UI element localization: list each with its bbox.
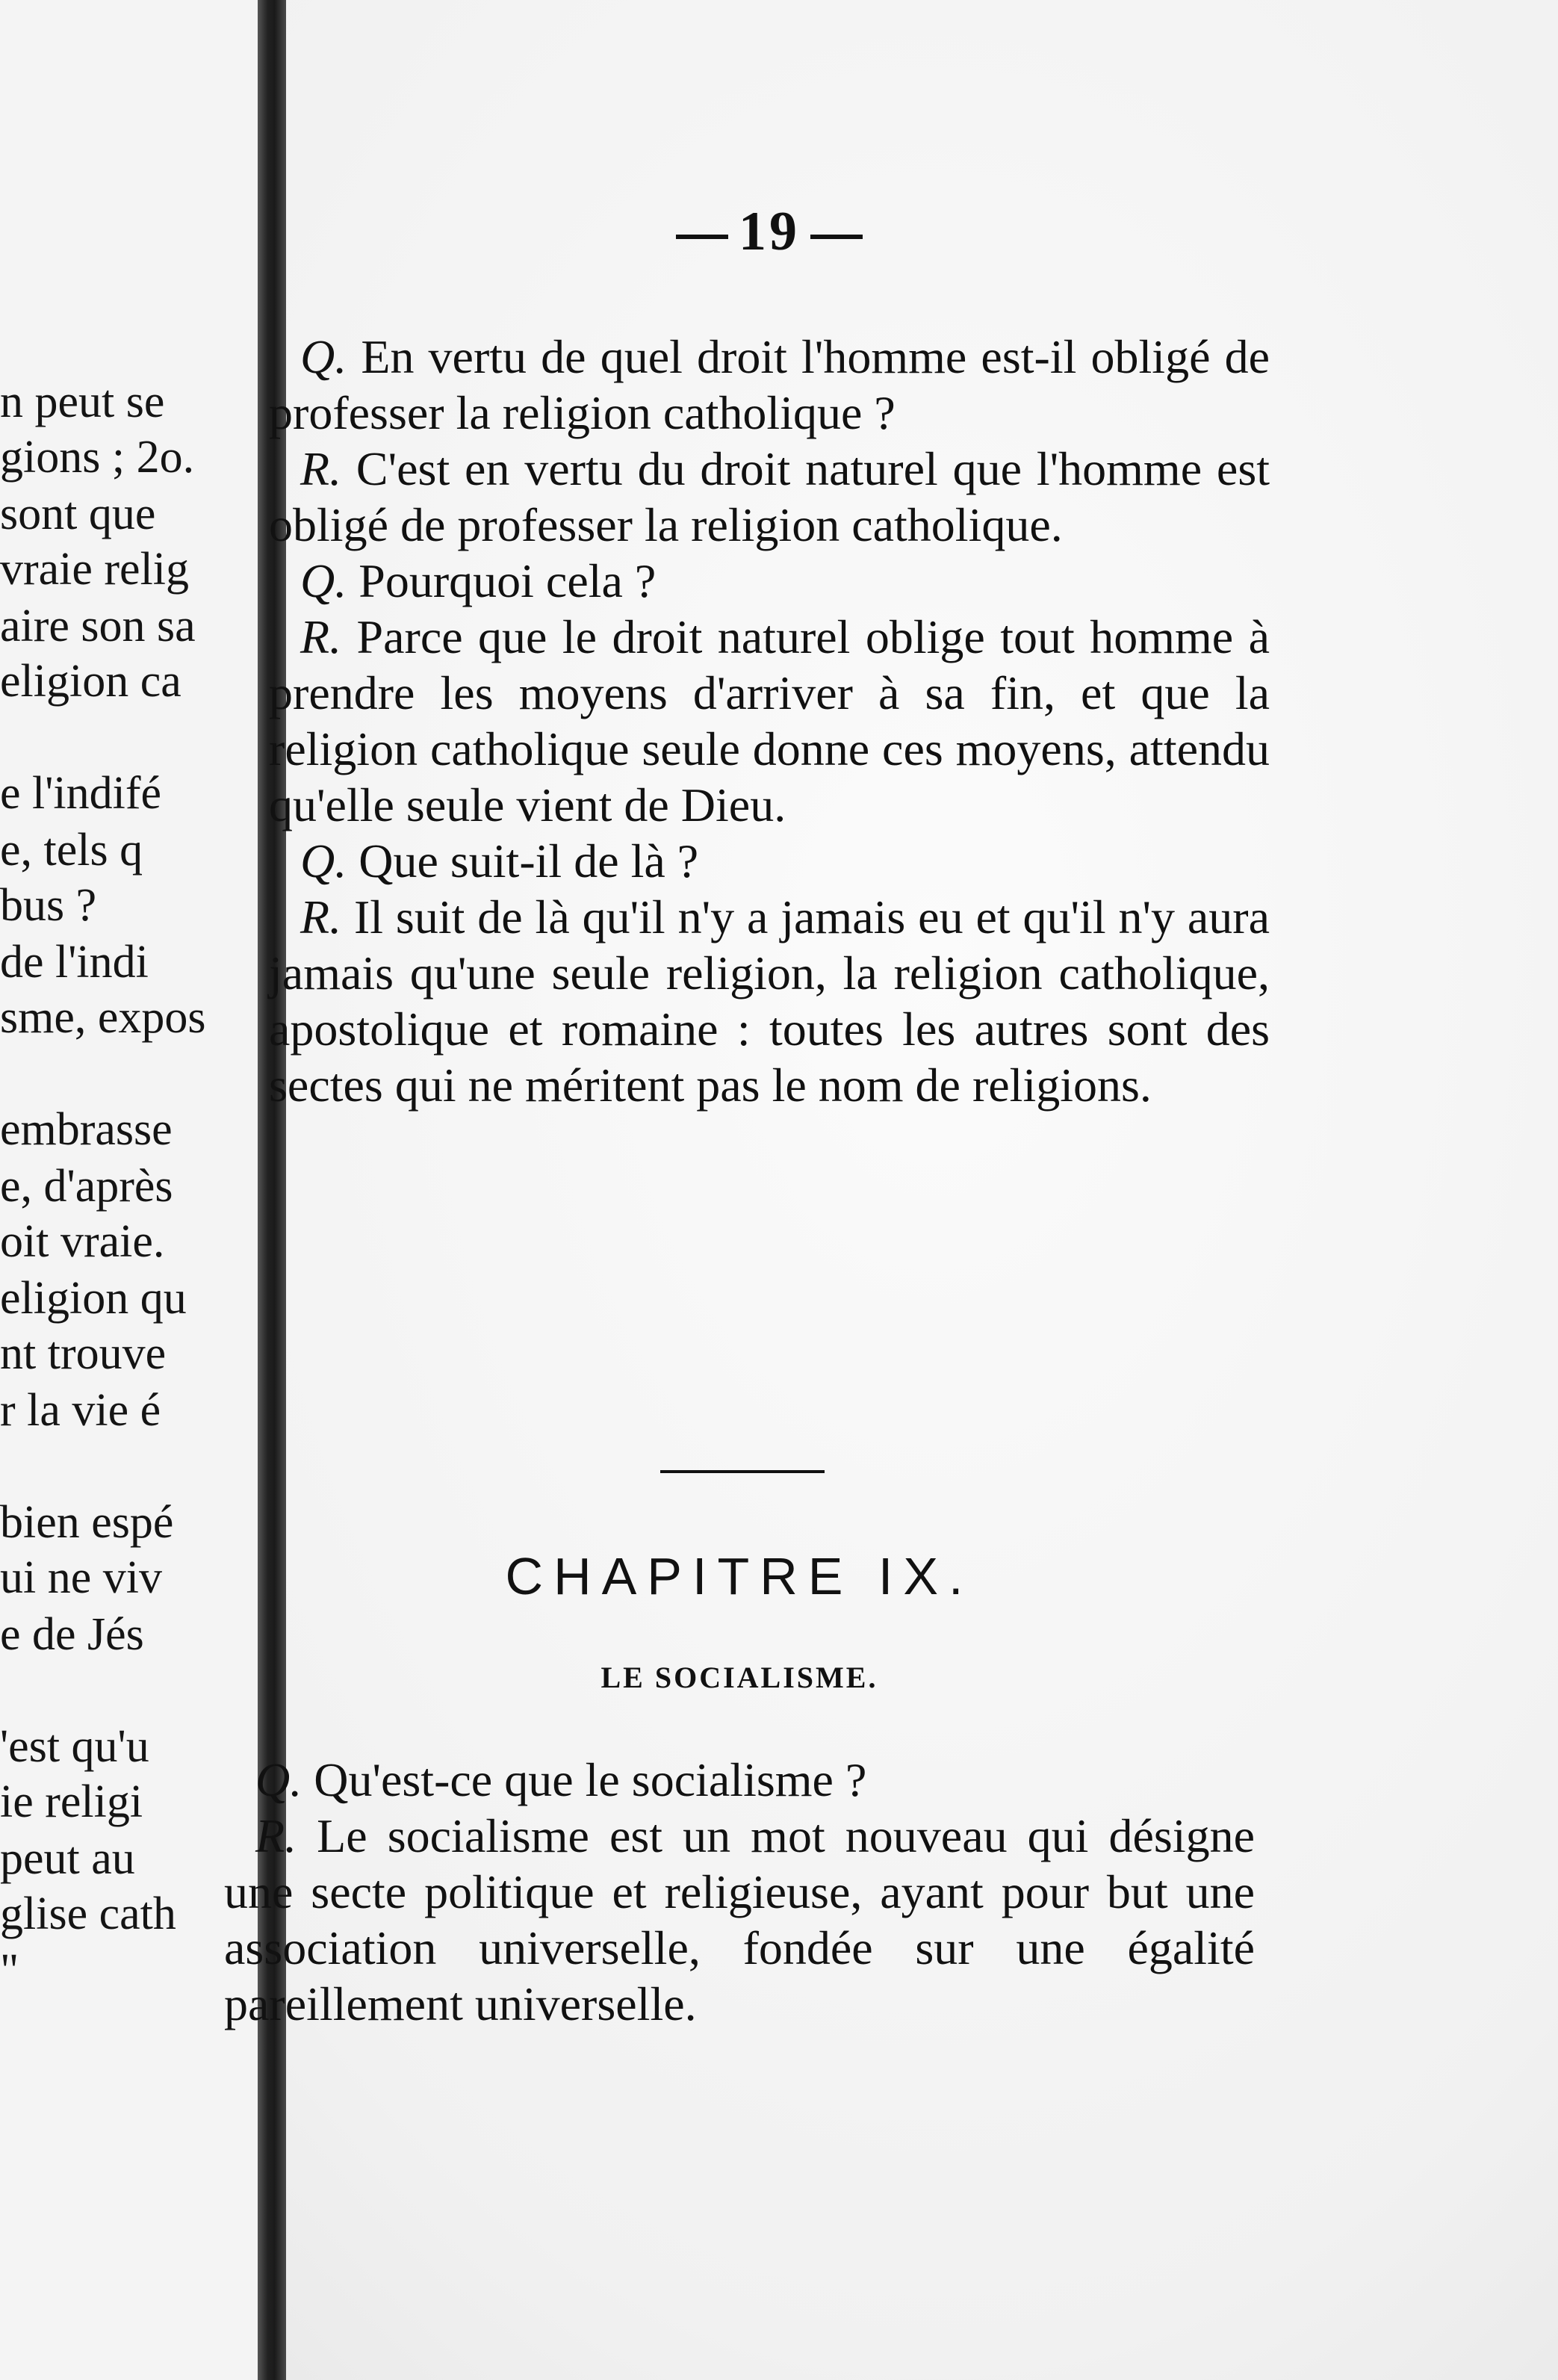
- paragraph-text: En vertu de quel droit l'homme est-il obligé de professer la religion catholique ?: [269, 330, 1270, 439]
- left-page-line: r la vie é: [0, 1385, 161, 1436]
- paragraph-text: Qu'est-ce que le socialisme ?: [314, 1753, 867, 1806]
- left-page-line: eligion qu: [0, 1273, 187, 1324]
- answer-paragraph: [269, 889, 1270, 1113]
- left-page-line: sont que: [0, 489, 156, 539]
- paragraph-text: Il suit de là qu'il n'y a jamais eu et qu'il n'y aura jamais qu'une seule religion, la religion catholique, apostolique et romaine : toutes les autres sont des sectes qui ne méritent pas le nom de religions.: [269, 890, 1270, 1112]
- left-page-line: sme, expos: [0, 992, 206, 1043]
- answer-paragraph: [224, 1808, 1255, 2032]
- paragraph-label: Q.: [300, 834, 347, 887]
- qa-section-2: [224, 1752, 1255, 2032]
- paragraph-label: Q.: [255, 1753, 302, 1806]
- left-page-line: gions ; 2o.: [0, 432, 195, 483]
- paragraph-text: Parce que le droit naturel oblige tout homme à prendre les moyens d'arriver à sa fin, et que la religion catholique seule donne ces moyens, attendu qu'elle seule vient de Dieu.: [269, 610, 1270, 831]
- question-paragraph: [224, 1752, 1255, 1808]
- paragraph-text: Pourquoi cela ?: [359, 554, 657, 607]
- paragraph-text: C'est en vertu du droit naturel que l'homme est obligé de professer la religion catholique.: [269, 442, 1270, 551]
- left-page-line: nt trouve: [0, 1328, 167, 1379]
- left-page-line: e l'indifé: [0, 768, 162, 819]
- left-page-line: bien espé: [0, 1497, 174, 1548]
- paragraph-text: Que suit-il de là ?: [359, 834, 699, 887]
- answer-paragraph: [269, 441, 1270, 553]
- left-page-line: e de Jés: [0, 1609, 144, 1660]
- left-page-line: peut au: [0, 1833, 135, 1884]
- chapter-subtitle: LE SOCIALISME.: [600, 1661, 878, 1694]
- paragraph-text: Le socialisme est un mot nouveau qui désigne une secte politique et religieuse, ayant pour but une association universelle, fondée sur une égalité pareillement universelle.: [224, 1809, 1255, 2030]
- paragraph-label: R.: [300, 442, 342, 495]
- answer-paragraph: [269, 609, 1270, 833]
- left-page-line: e, tels q: [0, 825, 143, 876]
- page-number: 19: [642, 200, 896, 264]
- question-paragraph: [269, 833, 1270, 889]
- paragraph-label: R.: [255, 1809, 297, 1862]
- left-page-line: bus ?: [0, 880, 97, 931]
- left-page-line: ui ne viv: [0, 1552, 162, 1603]
- paragraph-label: Q.: [300, 330, 347, 383]
- left-page-line: vraie relig: [0, 544, 190, 595]
- left-page-line: n peut se: [0, 376, 165, 427]
- left-page-line: eligion ca: [0, 656, 181, 707]
- paragraph-label: R.: [300, 610, 342, 663]
- paragraph-label: R.: [300, 890, 342, 943]
- left-page-line: oit vraie.: [0, 1216, 165, 1267]
- left-page-line: embrasse: [0, 1104, 173, 1155]
- left-page-line: ": [0, 1945, 19, 1996]
- left-page-line: ie religi: [0, 1776, 143, 1827]
- left-page-line: e, d'après: [0, 1161, 173, 1212]
- question-paragraph: [269, 329, 1270, 441]
- left-page-line: aire son sa: [0, 601, 196, 651]
- chapter-title: CHAPITRE IX.: [505, 1547, 974, 1605]
- left-page-line: glise cath: [0, 1888, 176, 1939]
- section-divider: [660, 1470, 825, 1473]
- left-page-line: de l'indi: [0, 937, 149, 988]
- qa-section-1: [269, 329, 1270, 1113]
- paragraph-label: Q.: [300, 554, 347, 607]
- question-paragraph: [269, 553, 1270, 609]
- left-page-line: 'est qu'u: [0, 1721, 149, 1772]
